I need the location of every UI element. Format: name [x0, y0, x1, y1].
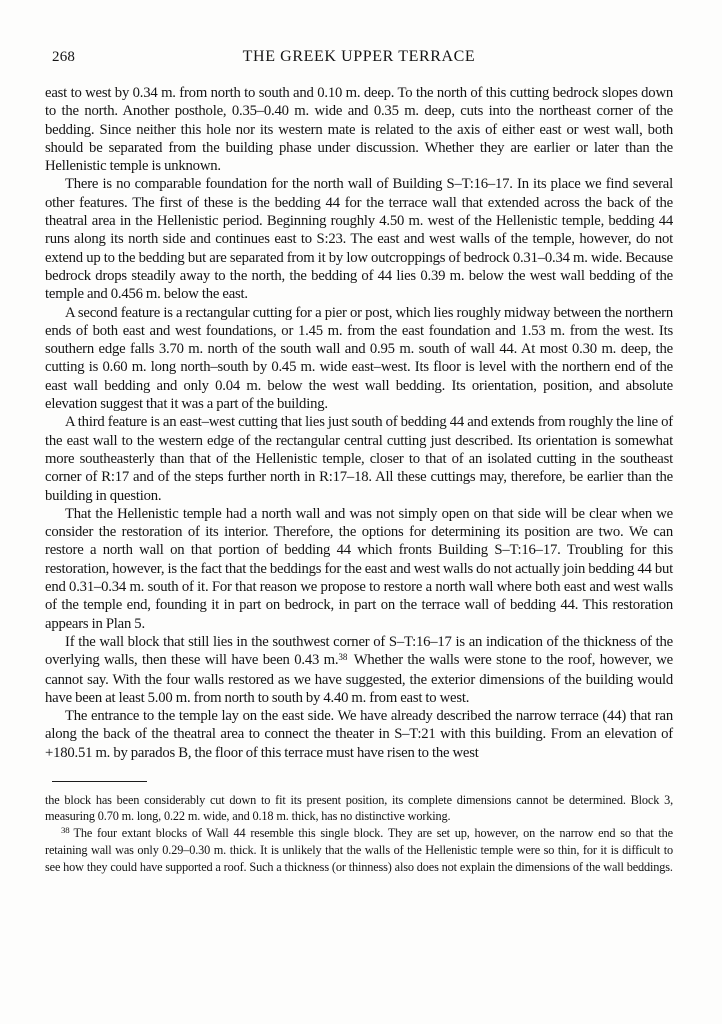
paragraph-2: There is no comparable foundation for the north wall of Building S–T:16–17. In its place we find several other features. The first of these is the bedding 44 for the terrace wall that extended across the back of the theatral area in the Hellenistic period. Beginning roughly 4.50 m. west of the Hellenistic temple, bedding 44 runs along its north side and continues east to S:23. The east and west walls of the temple, however, do not extend up to the bedding but are separated from it by low outcroppings of bedrock 0.31–0.34 m. wide. Because bedrock drops steadily away to the north, the bedding of 44 lies 0.39 m. below the west wall bedding of the temple and 0.456 m. below the east. [45, 176, 673, 303]
paragraph-6-text-post: Whether the walls were stone to the roof, however, we cannot say. With the four walls restored as we have suggested, the exterior dimensions of the building would have been at least 5.00 m. from north to south by 4.40 m. from east to west. [45, 652, 674, 706]
footnote-38 [45, 825, 673, 875]
footnote-38-marker: 38 [61, 824, 70, 835]
running-header [45, 48, 673, 68]
paragraph-1: east to west by 0.34 m. from north to south and 0.10 m. deep. To the north of this cutting bedrock slopes down to the north. Another posthole, 0.35–0.40 m. wide and 0.35 m. deep, cuts into the northeast corner of the bedding. Since neither this hole nor its western mate is related to the axis of either east or west wall, both should be separated from the building phase under discussion. Whether they are earlier or later than the Hellenistic temple is unknown. [45, 85, 673, 175]
paragraph-3: A second feature is a rectangular cutting for a pier or post, which lies roughly midway between the northern ends of both east and west foundations, or 1.45 m. from the east foundation and 1.53 m. from the west. Its southern edge falls 3.70 m. north of the south wall and 0.95 m. south of wall 44. At most 0.30 m. deep, the cutting is 0.60 m. long north–south by 0.45 m. wide east–west. Its floor is level with the northern end of the east wall bedding and only 0.04 m. below the west wall bedding. Its orientation, position, and absolute elevation suggest that it was a part of the building. [45, 304, 673, 413]
footnote-separator-rule [52, 781, 147, 782]
paragraph-7: The entrance to the temple lay on the east side. We have already described the narrow terrace (44) that ran along the back of the theatral area to connect the theater in S–T:21 with this building. From an elevation of +180.51 m. by parados B, the floor of this terrace must have risen to the west [45, 708, 673, 761]
page-number: 268 [52, 49, 76, 65]
paragraph-6-text-pre: If the wall block that still lies in the southwest corner of S–T:16–17 is an indication of the thickness of the overlying walls, then these will have been 0.43 m. [45, 633, 673, 669]
footnote-continuation: the block has been considerably cut down to fit its present position, its complete dimensions cannot be determined. Block 3, measuring 0.70 m. long, 0.22 m. wide, and 0.18 m. thick, has no distinctive working. [45, 792, 673, 824]
body-text [45, 84, 673, 762]
footnotes-section [45, 781, 673, 875]
text-block [45, 48, 673, 875]
paragraph-6 [45, 633, 673, 707]
running-title: THE GREEK UPPER TERRACE [242, 48, 476, 65]
paragraph-4: A third feature is an east–west cutting that lies just south of bedding 44 and extends from roughly the line of the east wall to the western edge of the rectangular central cutting just described. Its orientation is somewhat more southeasterly than that of the Hellenistic temple, closer to that of an isolated cutting in the southeast corner of R:17 and of the steps further north in R:17–18. All these cuttings may, therefore, be earlier than the building in question. [45, 414, 673, 504]
footnote-38-text: The four extant blocks of Wall 44 resemble this single block. They are set up, however, on the narrow end so that the retaining wall was only 0.29–0.30 m. thick. It is unlikely that the walls of the Hellenistic temple were so thin, for it is difficult to see how they could have supported a roof. Such a thickness (or thinness) also does not explain the dimensions of the wall beddings. [45, 825, 673, 874]
paragraph-5: That the Hellenistic temple had a north wall and was not simply open on that side will be clear when we consider the restoration of its interior. Therefore, the options for determining its position are two. We can restore a north wall on that portion of bedding 44 which fronts Building S–T:16–17. Troubling for this restoration, however, is the fact that the beddings for the east and west walls do not actually join bedding 44 but end 0.31–0.34 m. south of it. For that reason we propose to restore a north wall where both east and west walls of the temple end, founding it in part on bedrock, in part on the terrace wall of bedding 44. This restoration appears in Plan 5. [45, 505, 673, 632]
footnote-ref-38: 38 [338, 651, 348, 662]
